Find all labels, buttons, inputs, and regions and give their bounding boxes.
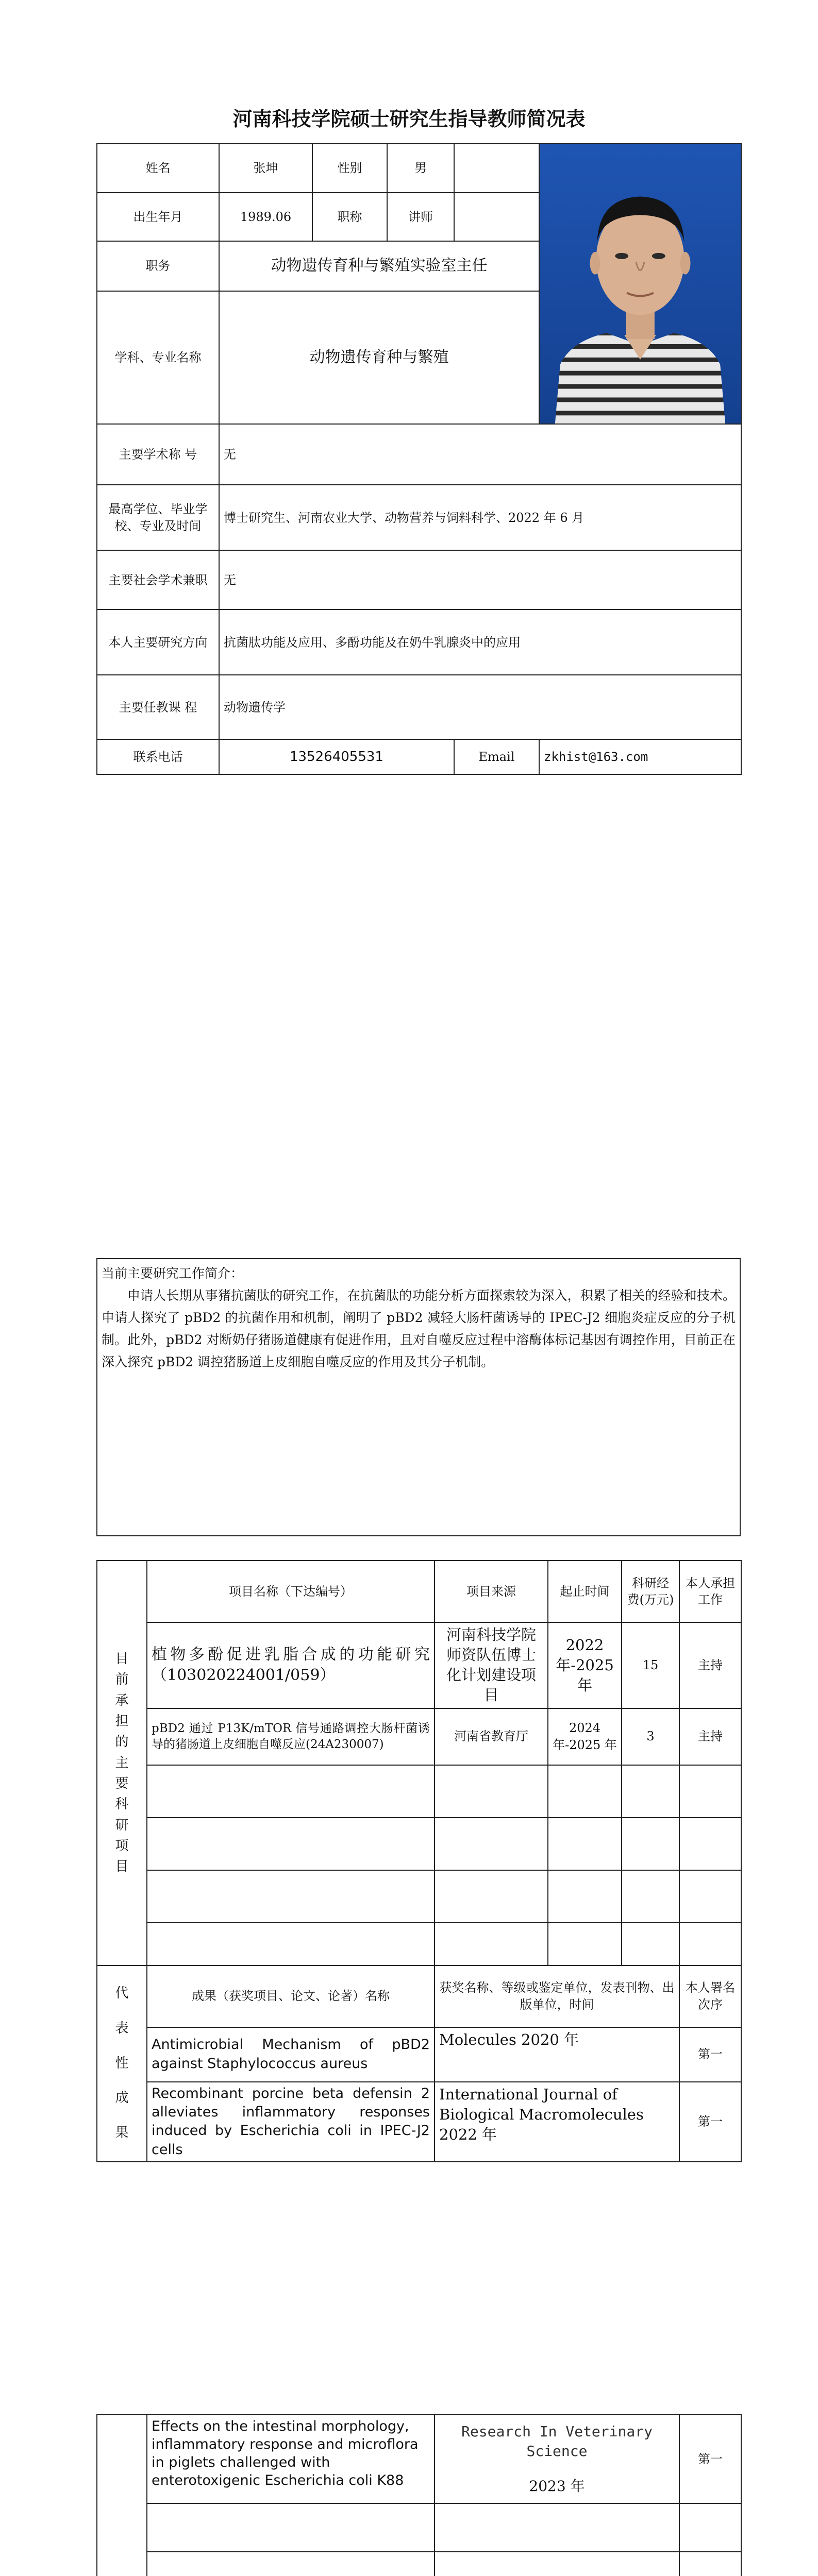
projects-header-period: 起止时间 (548, 1561, 622, 1622)
academic-title-label: 主要学术称 号 (97, 424, 219, 485)
achievement-rank: 第一 (679, 2082, 741, 2162)
empty-cell (622, 1923, 679, 1965)
projects-side-label (97, 1561, 147, 1965)
project-source: 河南科技学院师资队伍博士化计划建设项目 (435, 1622, 548, 1708)
empty-cell (147, 1818, 435, 1870)
project-funds: 15 (622, 1622, 679, 1708)
empty-cell (679, 2503, 741, 2552)
achievements-header-venue: 获奖名称、等级或鉴定单位，发表刊物、出版单位，时间 (435, 1965, 679, 2027)
empty-cell (679, 2552, 741, 2576)
degree-label: 最高学位、毕业学校、专业及时间 (97, 485, 219, 550)
empty-cell (147, 1870, 435, 1923)
social-label: 主要社会学术兼职 (97, 550, 219, 609)
phone-value: 13526405531 (219, 739, 454, 774)
empty-cell (435, 2552, 679, 2576)
research-value: 抗菌肽功能及应用、多酚功能及在奶牛乳腺炎中的应用 (219, 609, 741, 675)
achievement-venue-cell (435, 2415, 679, 2503)
empty-cell (679, 1923, 741, 1965)
achievements-header-name: 成果（获奖项目、论文、论著）名称 (147, 1965, 435, 2027)
achievements-side-text: 代表性成果 (115, 1986, 129, 2141)
project-period: 2024 年-2025 年 (548, 1708, 622, 1765)
empty-cell (622, 1765, 679, 1818)
empty-cell (622, 1870, 679, 1923)
projects-header-name: 项目名称（下达编号） (147, 1561, 435, 1622)
discipline-label: 学科、专业名称 (97, 291, 219, 425)
courses-value: 动物遗传学 (219, 675, 741, 739)
achievement-name: Recombinant porcine beta defensin 2 alleviates inflammatory responses induced by Escherichia coli in IPEC-J2 cells (147, 2082, 435, 2162)
project-role: 主持 (679, 1622, 741, 1708)
empty-cell (548, 1870, 622, 1923)
project-role: 主持 (679, 1708, 741, 1765)
projects-header-source: 项目来源 (435, 1561, 548, 1622)
project-period: 2022 年-2025 年 (548, 1622, 622, 1708)
birth-label: 出生年月 (97, 193, 219, 241)
post-value: 动物遗传育种与繁殖实验室主任 (219, 241, 539, 291)
name-label: 姓名 (97, 144, 219, 193)
empty-cell (147, 1765, 435, 1818)
title-value: 讲师 (387, 193, 454, 241)
birth-value: 1989.06 (219, 193, 312, 241)
discipline-value: 动物遗传育种与繁殖 (219, 291, 539, 425)
name-value: 张坤 (219, 144, 312, 193)
achievements-side-label (97, 1965, 147, 2162)
achievement-name: Antimicrobial Mechanism of pBD2 against Staphylococcus aureus (147, 2027, 435, 2082)
achievement-name: Effects on the intestinal morphology, inflammatory response and microflora in piglets challenged with enterotoxigenic Escherichia coli K88 (147, 2415, 435, 2503)
achievement-venue-year: 2023 年 (529, 2477, 585, 2495)
email-value: zkhist@163.com (539, 739, 741, 774)
research-label: 本人主要研究方向 (97, 609, 219, 675)
projects-header-funds: 科研经费(万元) (622, 1561, 679, 1622)
photo-cell (539, 144, 741, 424)
empty-cell (435, 1923, 548, 1965)
project-name: 植物多酚促进乳脂合成的功能研究（103020224001/059） (147, 1622, 435, 1708)
empty-cell (147, 2503, 435, 2552)
achievements-continued-table (96, 2414, 742, 2576)
empty-cell (147, 2552, 435, 2576)
blank-cell (454, 193, 539, 241)
projects-side-text: 目前承担的主要科研项目 (115, 1651, 129, 1875)
project-name: pBD2 通过 P13K/mTOR 信号通路调控大肠杆菌诱导的猪肠道上皮细胞自噬反应(24A230007) (147, 1708, 435, 1765)
research-intro-heading: 当前主要研究工作简介： (102, 1266, 244, 1281)
profile-table (96, 143, 742, 775)
empty-cell (435, 2503, 679, 2552)
achievement-venue: Molecules 2020 年 (435, 2027, 679, 2082)
project-source: 河南省教育厅 (435, 1708, 548, 1765)
empty-cell (679, 1870, 741, 1923)
empty-cell (435, 1870, 548, 1923)
social-value: 无 (219, 550, 741, 609)
document-title: 河南科技学院硕士研究生指导教师简况表 (232, 108, 586, 130)
project-funds: 3 (622, 1708, 679, 1765)
achievement-rank: 第一 (679, 2415, 741, 2503)
empty-cell (435, 1818, 548, 1870)
empty-cell (435, 1765, 548, 1818)
empty-cell (147, 1923, 435, 1965)
gender-value: 男 (387, 144, 454, 193)
projects-header-role: 本人承担工作 (679, 1561, 741, 1622)
empty-cell (548, 1818, 622, 1870)
email-label: Email (454, 739, 539, 774)
achievement-venue: Research In Veterinary Science (461, 2423, 653, 2460)
phone-label: 联系电话 (97, 739, 219, 774)
courses-label: 主要任教课 程 (97, 675, 219, 739)
empty-cell (679, 1818, 741, 1870)
achievement-rank: 第一 (679, 2027, 741, 2082)
academic-title-value: 无 (219, 424, 741, 485)
achievements-header-rank: 本人署名次序 (679, 1965, 741, 2027)
title-label: 职称 (312, 193, 387, 241)
projects-table (96, 1560, 742, 2162)
degree-value: 博士研究生、河南农业大学、动物营养与饲料科学、2022 年 6 月 (219, 485, 741, 550)
research-intro-box (96, 1258, 741, 1536)
gender-label: 性别 (312, 144, 387, 193)
blank-cell (454, 144, 539, 193)
research-intro-body: 申请人长期从事猪抗菌肽的研究工作，在抗菌肽的功能分析方面探索较为深入，积累了相关的经验和技术。申请人探究了 pBD2 的抗菌作用和机制，阐明了 pBD2 减轻大肠杆菌诱导的 IPEC-J2 细胞炎症反应的分子机制。此外，pBD2 对断奶仔猪肠道健康有促进作用，且对自噬反应过程中溶酶体标记基因有调控作用，目前正在深入探究 pBD2 调控猪肠道上皮细胞自噬反应的作用及其分子机制。 (102, 1288, 736, 1369)
empty-cell (548, 1923, 622, 1965)
achievements-side-continued (97, 2415, 147, 2576)
empty-cell (548, 1765, 622, 1818)
profile-photo (540, 144, 741, 423)
achievement-venue: International Journal of Biological Macromolecules 2022 年 (435, 2082, 679, 2162)
empty-cell (679, 1765, 741, 1818)
post-label: 职务 (97, 241, 219, 291)
empty-cell (622, 1818, 679, 1870)
